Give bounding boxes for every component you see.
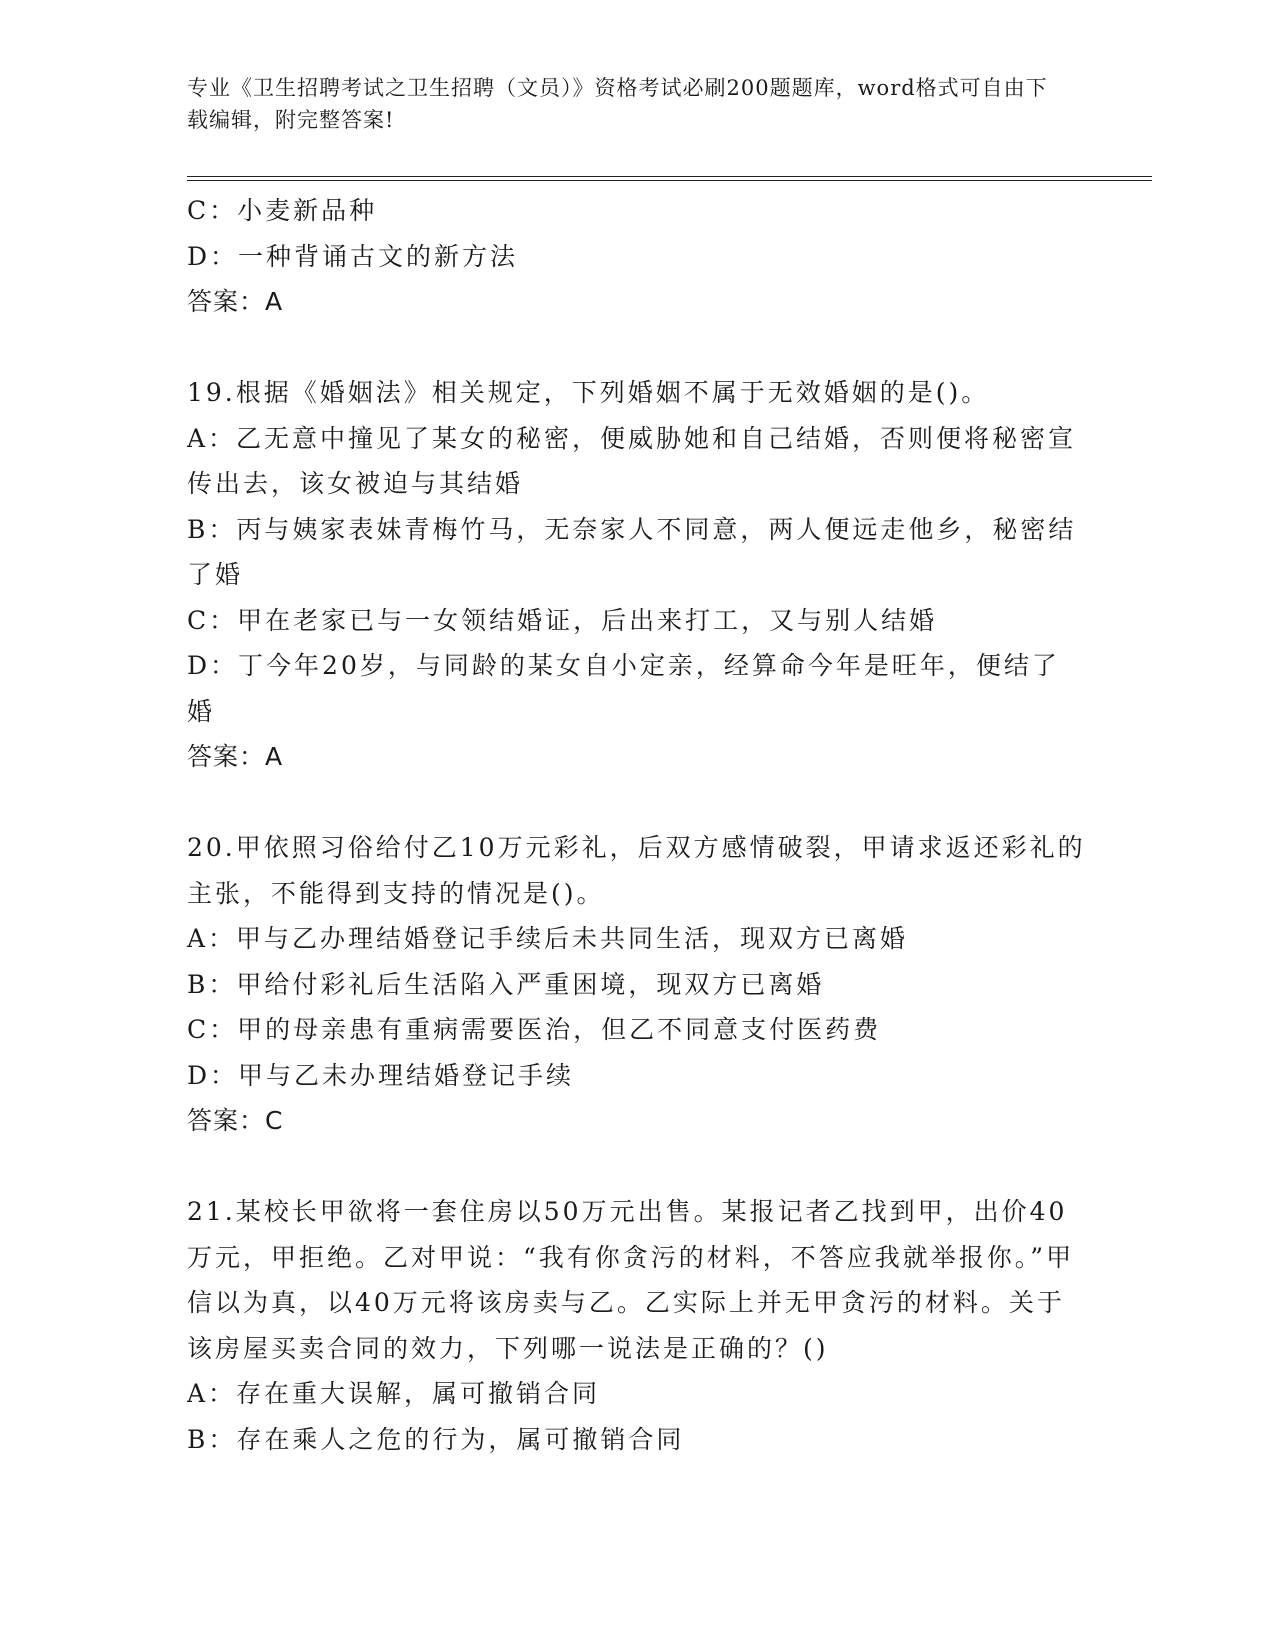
answer: 答案：A bbox=[187, 287, 284, 316]
answer: 答案：C bbox=[187, 1106, 284, 1135]
option-d: D：丁今年20岁，与同龄的某女自小定亲，经算命今年是旺年，便结了婚 bbox=[187, 651, 1060, 726]
document-body bbox=[187, 188, 1087, 1462]
option-c: C：小麦新品种 bbox=[187, 196, 378, 225]
option-a: A：存在重大误解，属可撤销合同 bbox=[187, 1379, 601, 1408]
answer: 答案：A bbox=[187, 742, 284, 771]
option-a: A：甲与乙办理结婚登记手续后未共同生活，现双方已离婚 bbox=[187, 924, 909, 953]
question-20 bbox=[187, 825, 1087, 1144]
option-c: C：甲在老家已与一女领结婚证，后出来打工，又与别人结婚 bbox=[187, 605, 938, 635]
option-d: D：一种背诵古文的新方法 bbox=[187, 241, 519, 271]
question-stem: 21.某校长甲欲将一套住房以50万元出售。某报记者乙找到甲，出价40万元，甲拒绝。乙对甲说：“我有你贪污的材料，不答应我就举报你。”甲信以为真，以40万元将该房卖与乙。乙实际上并无甲贪污的材料。关于该房屋买卖合同的效力，下列哪一说法是正确的？() bbox=[187, 1197, 1075, 1363]
option-c: C：甲的母亲患有重病需要医治，但乙不同意支付医药费 bbox=[187, 1015, 882, 1044]
option-b: B：甲给付彩礼后生活陷入严重困境，现双方已离婚 bbox=[187, 969, 825, 999]
option-b: B：丙与姨家表妹青梅竹马，无奈家人不同意，两人便远走他乡，秘密结了婚 bbox=[187, 514, 1077, 589]
question-stem: 20.甲依照习俗给付乙10万元彩礼，后双方感情破裂，甲请求返还彩礼的主张，不能得到支持的情况是()。 bbox=[187, 833, 1086, 908]
option-a: A：乙无意中撞见了某女的秘密，便威胁她和自己结婚，否则便将秘密宣传出去，该女被迫与其结婚 bbox=[187, 423, 1077, 498]
header-divider bbox=[187, 176, 1152, 177]
previous-question-tail bbox=[187, 188, 1087, 325]
spacer bbox=[187, 325, 1087, 371]
question-stem: 19.根据《婚姻法》相关规定，下列婚姻不属于无效婚姻的是()。 bbox=[187, 378, 990, 407]
document-header: 专业《卫生招聘考试之卫生招聘（文员）》资格考试必刷200题题库，word格式可自由下载编辑，附完整答案! bbox=[187, 76, 1048, 132]
option-d: D：甲与乙未办理结婚登记手续 bbox=[187, 1060, 575, 1090]
question-19 bbox=[187, 370, 1087, 780]
spacer bbox=[187, 1144, 1087, 1190]
header-divider-thin bbox=[187, 180, 1152, 181]
spacer bbox=[187, 780, 1087, 826]
question-21 bbox=[187, 1189, 1087, 1462]
option-b: B：存在乘人之危的行为，属可撤销合同 bbox=[187, 1424, 685, 1454]
